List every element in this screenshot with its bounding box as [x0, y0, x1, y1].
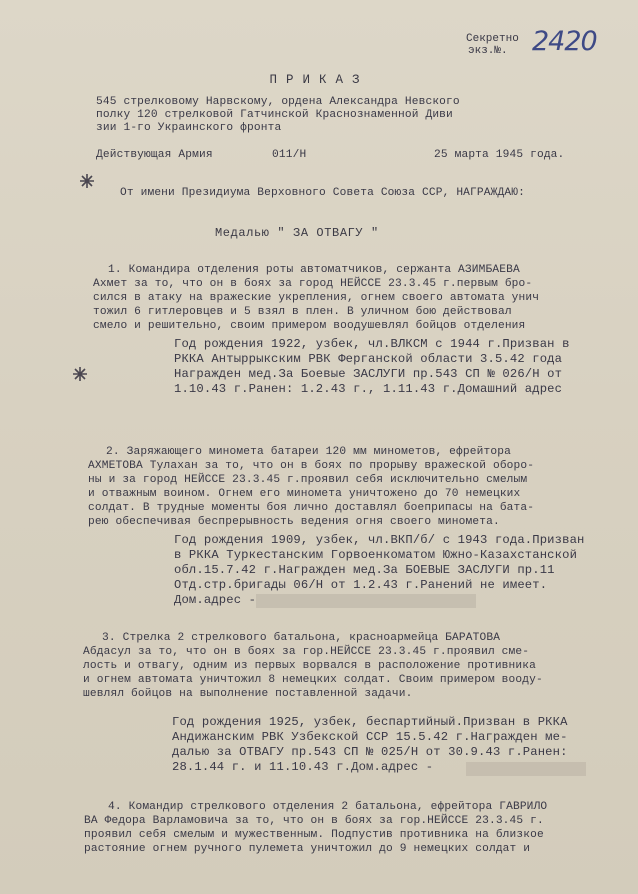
award-line: сился в атаку на вражеские укрепления, огнем своего автомата унич [93, 292, 540, 304]
copy-number-label: экз.№. [468, 45, 508, 57]
award-line: Абдасул за то, что он в боях за гор.НЕЙССЕ 23.3.45 г.проявил сме- [83, 646, 530, 658]
award-line: проявил себя смелым и мужественным. Подпустив противника на близкое [84, 829, 544, 841]
unit-line: зии 1-го Украинского фронта [96, 122, 282, 134]
army-label: Действующая Армия [96, 149, 213, 161]
award-line: 4. Командир стрелкового отделения 2 батальона, ефрейтора ГАВРИЛО [108, 801, 548, 813]
bio-line: Дом.адрес - [174, 593, 257, 607]
award-line: и отважным воином. Огнем его миномета уничтожено до 70 немецких [88, 488, 521, 500]
unit-line: 545 стрелковому Нарвскому, ордена Александра Невского [96, 96, 460, 108]
award-line: лость и отвагу, одним из первых ворвался в расположение противника [83, 660, 536, 672]
punch-hole-mark-icon [68, 362, 92, 386]
award-line: Ахмет за то, что он в боях за город НЕЙССЕ 23.3.45 г.первым бро- [93, 278, 533, 290]
award-line: шевлял бойцов на выполнение поставленной задачи. [83, 688, 413, 700]
order-date: 25 марта 1945 года. [434, 149, 565, 161]
presidium-line: От имени Президиума Верховного Совета Союза ССР, НАГРАЖДАЮ: [120, 187, 525, 199]
redaction-smudge [256, 594, 476, 608]
award-line: смело и решительно, своим примером воодушевлял бойцов отделения [93, 320, 526, 332]
award-line: 2. Заряжающего миномета батареи 120 мм минометов, ефрейтора [106, 446, 511, 458]
bio-line: Отд.стр.бригады 06/Н от 1.2.43 г.Ранений не имеет. [174, 578, 548, 592]
bio-line: далью за ОТВАГУ пр.543 СП № 025/Н от 30.9.43 г.Ранен: [172, 745, 568, 759]
punch-hole-mark-icon [74, 168, 100, 194]
bio-line: Год рождения 1909, узбек, чл.ВКП/б/ с 1943 года.Призван [174, 533, 585, 547]
bio-line: Год рождения 1925, узбек, беспартийный.Призван в РККА [172, 715, 568, 729]
unit-line: полку 120 стрелковой Гатчинской Краснознаменной Диви [96, 109, 453, 121]
bio-line: Андижанским РВК Узбекской ССР 15.5.42 г.Награжден ме- [172, 730, 568, 744]
handwritten-number: 2420 [532, 26, 597, 57]
award-line: 1. Командира отделения роты автоматчиков, сержанта АЗИМБАЕВА [108, 264, 520, 276]
bio-line: в РККА Туркестанским Горвоенкоматом Южно-Казахстанской [174, 548, 578, 562]
document-title: ПРИКАЗ [269, 73, 369, 87]
award-line: АХМЕТОВА Тулахан за то, что он в боях по прорыву вражеской оборо- [88, 460, 535, 472]
bio-line: 1.10.43 г.Ранен: 1.2.43 г., 1.11.43 г.Домашний адрес [174, 382, 563, 396]
award-line: ны и за город НЕЙССЕ 23.3.45 г.проявил себя исключительно смелым [88, 474, 528, 486]
bio-line: РККА Антыррыкским РВК Ферганской области 3.5.42 года [174, 352, 563, 366]
medal-title: Медалью " ЗА ОТВАГУ " [215, 226, 379, 240]
redaction-smudge [466, 762, 586, 776]
award-line: 3. Стрелка 2 стрелкового батальона, красноармейца БАРАТОВА [102, 632, 501, 644]
award-line: солдат. В трудные моменты боя лично доставлял боеприпасы на бата- [88, 502, 535, 514]
award-line: растояние огнем ручного пулемета уничтожил до 9 немецких солдат и [84, 843, 531, 855]
bio-line: 28.1.44 г. и 11.10.43 г.Дом.адрес - [172, 760, 434, 774]
bio-line: Год рождения 1922, узбек, чл.ВЛКСМ с 1944 г.Призван в [174, 337, 570, 351]
award-line: тожил 6 гитлеровцев и 5 взял в плен. В уличном бою действовал [93, 306, 512, 318]
award-line: ВА Федора Варламовича за то, что он в боях за гор.НЕЙССЕ 23.3.45 г. [84, 815, 544, 827]
award-line: и огнем автомата уничтожил 8 немецких солдат. Своим примером вооду- [83, 674, 543, 686]
secret-stamp-label: Секретно [466, 33, 519, 45]
award-line: рею обеспечивая беспрерывность ведения огня своего миномета. [88, 516, 500, 528]
bio-line: Награжден мед.За Боевые ЗАСЛУГИ пр.543 СП № 026/Н от [174, 367, 563, 381]
bio-line: обл.15.7.42 г.Награжден мед.За БОЕВЫЕ ЗАСЛУГИ пр.11 [174, 563, 555, 577]
order-number: 011/Н [272, 149, 307, 161]
